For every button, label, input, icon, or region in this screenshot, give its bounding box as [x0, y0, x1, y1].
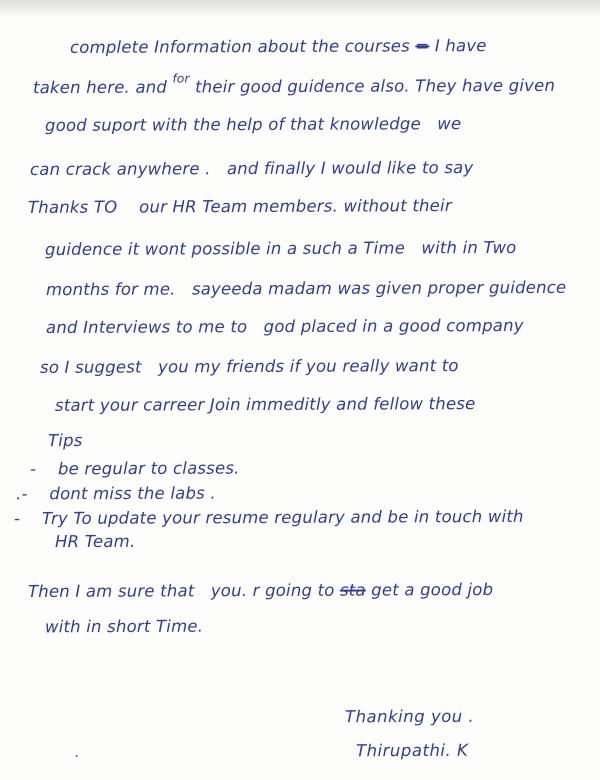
list-item: - Try To update your resume regulary and be in touch with: [13, 506, 524, 529]
handwritten-line: so I suggest you my friends if you really want to: [39, 356, 459, 377]
handwritten-line: [28, 579, 493, 603]
crossed-out-text: sta: [339, 580, 366, 600]
line-text: I have: [429, 36, 487, 56]
stray-ink-dot: .: [74, 744, 80, 762]
closing-salutation: Thanking you .: [344, 706, 475, 727]
handwritten-line: start your carreer Join immeditly and fellow these: [54, 394, 476, 415]
inserted-word: for: [172, 71, 190, 86]
line-text: complete Information about the courses: [69, 36, 416, 57]
handwritten-line: guidence it wont possible in a such a Time with in Two: [44, 237, 517, 260]
handwritten-line: [32, 71, 556, 100]
handwritten-line: months for me. sayeeda madam was given proper guidence: [45, 277, 567, 300]
handwritten-line: Thanks TO our HR Team members. without their: [27, 196, 452, 217]
handwritten-line: good suport with the help of that knowledge we: [44, 114, 462, 135]
crossed-out-text: =: [415, 36, 430, 56]
line-text: taken here. and: [32, 77, 173, 98]
line-text: get a good job: [365, 579, 494, 600]
handwritten-line: Tips: [47, 430, 83, 451]
list-item: .- dont miss the labs .: [15, 483, 216, 504]
list-item-continuation: HR Team.: [54, 531, 136, 552]
line-text: Then I am sure that you. r going to: [27, 580, 341, 602]
handwritten-line: and Interviews to me to god placed in a good company: [45, 315, 524, 338]
handwritten-line: can crack anywhere . and finally I would like to say: [29, 158, 474, 179]
line-text: their good guidence also. They have given: [189, 75, 556, 97]
handwritten-line: [70, 35, 487, 59]
handwritten-line: with in short Time.: [44, 616, 204, 637]
list-item: - be regular to classes.: [29, 458, 240, 479]
signature-name: Thirupathi. K: [355, 740, 469, 761]
